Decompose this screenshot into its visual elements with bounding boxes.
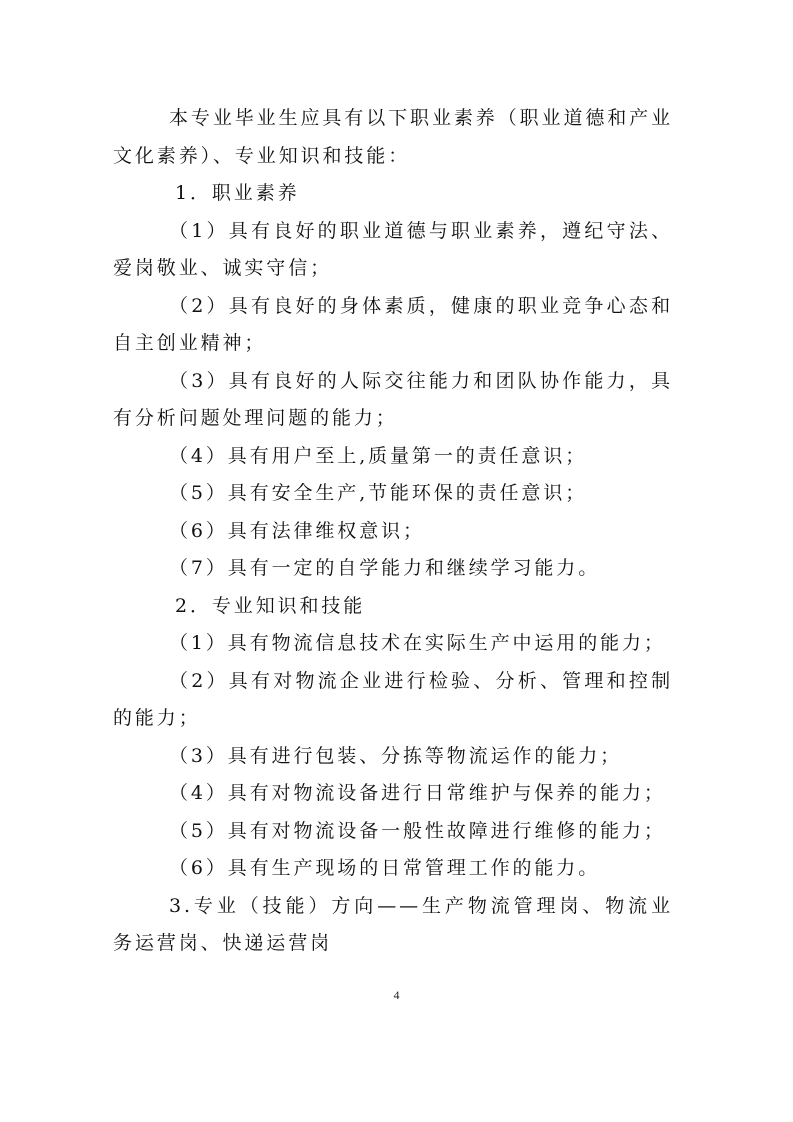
list-item: （5）具有对物流设备一般性故障进行维修的能力； <box>169 819 666 842</box>
section-1-heading: 1．职业素养 <box>175 182 300 204</box>
intro-paragraph: 本专业毕业生应具有以下职业素养（职业道德和产业文化素养）、专业知识和技能： <box>113 107 673 167</box>
list-item: （3）具有进行包装、分拣等物流运作的能力； <box>169 744 622 767</box>
list-item: （4）具有用户至上,质量第一的责任意识； <box>169 444 588 467</box>
document-body <box>113 100 673 963</box>
list-item: （2）具有良好的身体素质，健康的职业竞争心态和自主创业精神； <box>113 294 673 354</box>
list-item: （7）具有一定的自学能力和继续学习能力。 <box>169 557 601 579</box>
section-2-heading: 2．专业知识和技能 <box>175 594 366 617</box>
list-item: （1）具有良好的职业道德与职业素养，遵纪守法、爱岗敬业、诚实守信； <box>113 219 673 279</box>
list-item: （2）具有对物流企业进行检验、分析、管理和控制的能力； <box>113 669 673 729</box>
page-number: 4 <box>393 988 400 1002</box>
list-item: （5）具有安全生产,节能环保的责任意识； <box>169 482 588 504</box>
list-item: （6）具有生产现场的日常管理工作的能力。 <box>169 857 601 879</box>
section-3-heading: 3.专业（技能）方向——生产物流管理岗、物流业务运营岗、快递运营岗 <box>113 894 673 954</box>
list-item: （6）具有法律维权意识； <box>169 519 425 542</box>
list-item: （4）具有对物流设备进行日常维护与保养的能力； <box>169 782 666 804</box>
list-item: （3）具有良好的人际交往能力和团队协作能力，具有分析问题处理问题的能力； <box>113 369 673 429</box>
list-item: （1）具有物流信息技术在实际生产中运用的能力； <box>169 632 666 654</box>
